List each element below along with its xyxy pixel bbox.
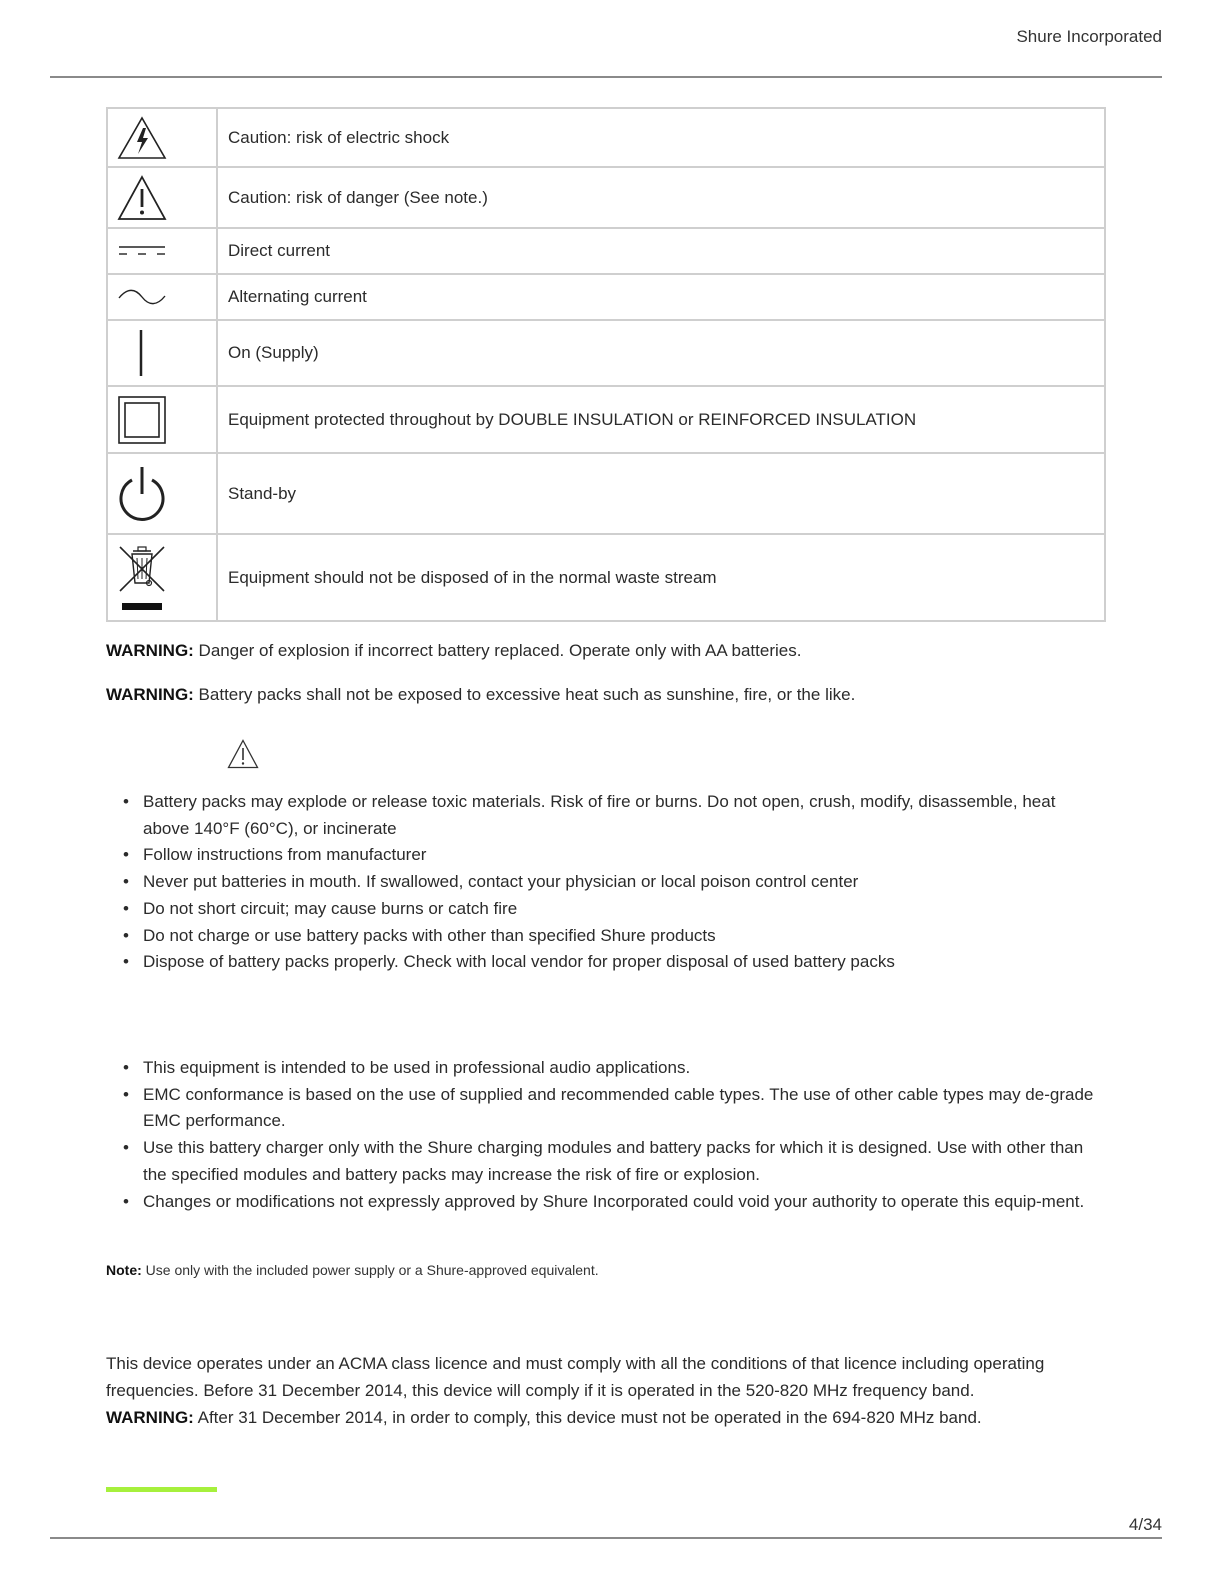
danger-warning-icon [117, 175, 167, 221]
warning-battery-replacement [106, 637, 801, 664]
electric-shock-icon [117, 116, 167, 160]
warning-label: WARNING: [106, 685, 194, 704]
list-item: • Use this battery charger only with the Shure charging modules and battery packs for which it is designed. Use with other than the specified modules and battery packs may increase the risk of fire or explosion. [106, 1135, 1106, 1188]
symbol-label: Caution: risk of electric shock [217, 108, 1105, 167]
symbol-label: Caution: risk of danger (See note.) [217, 167, 1105, 228]
note-text: Use only with the included power supply or a Shure-approved equivalent. [141, 1262, 599, 1278]
header-company-name: Shure Incorporated [1016, 27, 1162, 46]
header-divider [50, 76, 1162, 78]
note-label: Note: [106, 1262, 142, 1278]
list-item: • EMC conformance is based on the use of supplied and recommended cable types. The use of other cable types may de-grade EMC performance. [106, 1082, 1106, 1135]
list-item: • This equipment is intended to be used in professional audio applications. [106, 1055, 1106, 1082]
equipment-safety-list [106, 1055, 1106, 1215]
warning-label: WARNING: [106, 641, 194, 660]
warning-text: Battery packs shall not be exposed to excessive heat such as sunshine, fire, or the like. [193, 685, 856, 704]
list-item: • Dispose of battery packs properly. Check with local vendor for proper disposal of used battery packs [106, 949, 1106, 976]
list-item: • Do not charge or use battery packs with other than specified Shure products [106, 923, 1106, 950]
acma-compliance-paragraph [106, 1350, 1106, 1431]
table-row [107, 228, 1105, 274]
battery-safety-list [106, 789, 1106, 976]
list-item: • Do not short circuit; may cause burns or catch fire [106, 896, 1106, 923]
table-row [107, 167, 1105, 228]
acma-warning-text: After 31 December 2014, in order to comply, this device must not be operated in the 694-820 MHz band. [193, 1408, 982, 1427]
warning-label: WARNING: [106, 1408, 194, 1427]
list-item: • Never put batteries in mouth. If swallowed, contact your physician or local poison control center [106, 869, 1106, 896]
table-row [107, 386, 1105, 453]
standby-power-icon [117, 464, 167, 524]
symbol-label: Equipment should not be disposed of in the normal waste stream [217, 534, 1105, 621]
list-item: • Changes or modifications not expressly approved by Shure Incorporated could void your authority to operate this equip-ment. [106, 1189, 1106, 1216]
weee-crossed-bin-icon [117, 543, 167, 613]
alternating-current-icon [117, 288, 167, 306]
page-number: 4/34 [1128, 1515, 1162, 1534]
direct-current-icon [117, 243, 167, 259]
table-row [107, 108, 1105, 167]
warning-text: Danger of explosion if incorrect battery replaced. Operate only with AA batteries. [193, 641, 802, 660]
double-insulation-icon [117, 395, 167, 445]
symbol-label: Alternating current [217, 274, 1105, 320]
table-row [107, 534, 1105, 621]
caution-triangle-icon [227, 739, 259, 769]
table-row [107, 453, 1105, 534]
list-item: • Follow instructions from manufacturer [106, 842, 1106, 869]
table-row [107, 274, 1105, 320]
accent-bar [106, 1487, 217, 1492]
footer-divider [50, 1537, 1162, 1539]
list-item: • Battery packs may explode or release toxic materials. Risk of fire or burns. Do not open, crush, modify, disassemble, heat above 140°F (60°C), or incinerate [106, 789, 1106, 842]
on-supply-icon [117, 328, 167, 378]
symbol-label: Equipment protected throughout by DOUBLE INSULATION or REINFORCED INSULATION [217, 386, 1105, 453]
symbol-label: On (Supply) [217, 320, 1105, 386]
symbol-label: Stand-by [217, 453, 1105, 534]
safety-symbols-table [106, 107, 1106, 622]
table-row [107, 320, 1105, 386]
acma-text: This device operates under an ACMA class licence and must comply with all the conditions of that licence including operating frequencies. Before 31 December 2014, this device will comply if it is operated in the 520-820 MHz frequency band. [106, 1354, 1045, 1400]
symbol-label: Direct current [217, 228, 1105, 274]
power-supply-note [106, 1262, 599, 1278]
warning-battery-heat [106, 681, 855, 708]
